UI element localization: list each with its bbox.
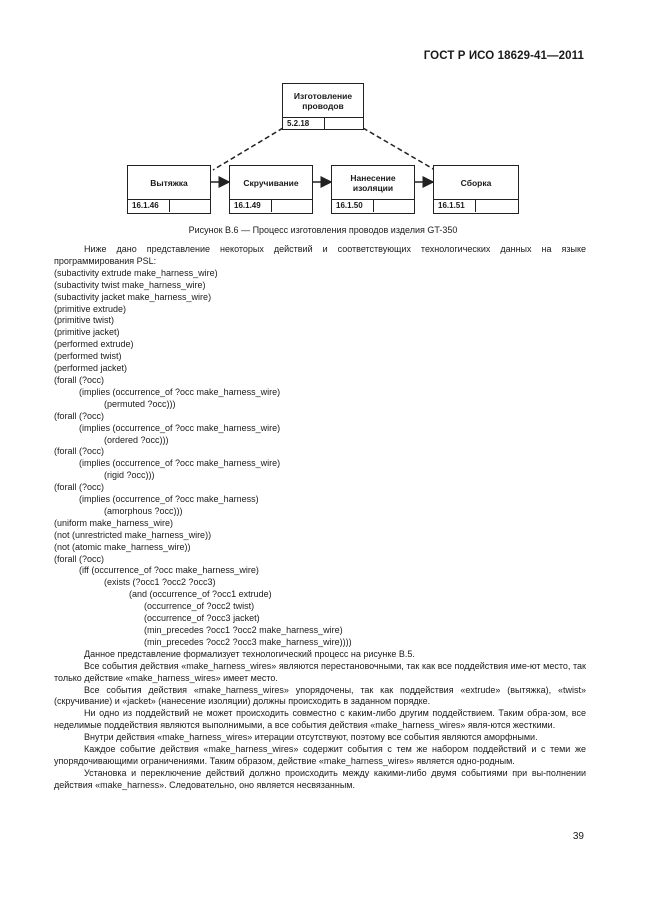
activity-box-nanesenie [331, 165, 415, 214]
figure-caption: Рисунок В.6 — Процесс изготовления проводов изделия GT-350 [188, 225, 458, 235]
code-line: (min_precedes ?occ2 ?occ3 make_harness_wire)))) [54, 636, 352, 647]
code-line: (primitive jacket) [54, 327, 120, 338]
activity-box-sborka [433, 165, 519, 214]
activity-box-skruchivanie [229, 165, 313, 214]
activity-label: Сборка [434, 166, 518, 200]
code-line: (rigid ?occ))) [54, 470, 155, 481]
code-line: (forall (?occ) [54, 446, 105, 457]
code-line: (forall (?occ) [54, 482, 105, 493]
code-line: (occurrence_of ?occ3 jacket) [54, 613, 260, 624]
connector-top-to-vytyazhka [213, 128, 283, 170]
body-text [54, 244, 586, 792]
code-line: (exists (?occ1 ?occ2 ?occ3) [54, 577, 216, 588]
code-line: (performed twist) [54, 351, 122, 362]
code-line: (implies (occurrence_of ?occ make_harness_wire) [54, 386, 281, 397]
paragraph: Все события действия «make_harness_wires» являются перестановочными, так как все поддействия име-ют место, так только действие «make_harness_wires» имеет место. [54, 660, 586, 683]
code-line: (min_precedes ?occ1 ?occ2 make_harness_wire) [54, 625, 343, 635]
code-line: (iff (occurrence_of ?occ make_harness_wire) [54, 565, 259, 576]
code-line: (permuted ?occ))) [54, 398, 176, 409]
activity-label: Скручивание [230, 166, 312, 200]
psl-code-block [54, 268, 586, 649]
connector-top-to-sborka [363, 128, 435, 170]
activity-code: 16.1.51 [434, 200, 476, 212]
activity-label: Изготовление проводов [283, 84, 363, 118]
code-line: (primitive extrude) [54, 303, 127, 314]
standard-header: ГОСТ Р ИСО 18629-41—2011 [423, 50, 584, 62]
code-line: (not (atomic make_harness_wire)) [54, 541, 191, 552]
code-line: (forall (?occ) [54, 410, 105, 421]
code-line: (performed jacket) [54, 363, 128, 374]
code-line: (forall (?occ) [54, 553, 105, 564]
code-line: (not (unrestricted make_harness_wire)) [54, 529, 212, 540]
code-line: (implies (occurrence_of ?occ make_harness_wire) [54, 422, 281, 433]
code-line: (subactivity twist make_harness_wire) [54, 279, 206, 290]
code-line: (forall (?occ) [54, 374, 105, 385]
activity-box-vytyazhka [127, 165, 211, 214]
paragraph: Каждое событие действия «make_harness_wires» содержит события с тем же набором поддействий и с теми же упорядочивающими ограничениями. Таким образом, действие «make_harness_wires» является одно-родным. [54, 744, 586, 766]
activity-code: 5.2.18 [283, 118, 325, 130]
code-line: (primitive twist) [54, 315, 114, 326]
code-line: (implies (occurrence_of ?occ make_harness_wire) [54, 458, 281, 469]
code-line: (uniform make_harness_wire) [54, 517, 174, 528]
intro-paragraph: Ниже дано представление некоторых действий и соответствующих технологических данных на языке программирования PSL: [54, 244, 586, 266]
activity-label: Вытяжка [128, 166, 210, 200]
activity-code: 16.1.46 [128, 200, 170, 212]
paragraph: Все события действия «make_harness_wires» упорядочены, так как поддействия «extrude» (вытяжка), «twist» (скручивание) и «jacket» (нанесение изоляции) должны происходить в заданном порядке. [54, 684, 586, 707]
explanation-paragraphs [54, 649, 586, 792]
paragraph: Установка и переключение действий должно происходить между какими-либо двумя событиями при вы-полнении действия «make_harness». Следовательно, оно является несвязанным. [54, 767, 586, 790]
code-line: (subactivity jacket make_harness_wire) [54, 291, 212, 302]
paragraph: Данное представление формализует технологический процесс на рисунке В.5. [84, 648, 415, 659]
activity-label: Нанесение изоляции [332, 166, 414, 200]
page-number: 39 [572, 831, 584, 842]
code-line: (implies (occurrence_of ?occ make_harness) [54, 494, 259, 505]
code-line: (occurrence_of ?occ2 twist) [54, 601, 255, 612]
code-line: (amorphous ?occ))) [54, 505, 183, 516]
code-line: (and (occurrence_of ?occ1 extrude) [54, 589, 272, 600]
code-line: (ordered ?occ))) [54, 434, 169, 445]
activity-box-top [282, 83, 364, 130]
activity-code: 16.1.49 [230, 200, 272, 212]
paragraph: Внутри действия «make_harness_wires» итерации отсутствуют, поэтому все события являются аморфными. [84, 732, 538, 743]
activity-code: 16.1.50 [332, 200, 374, 212]
code-line: (performed extrude) [54, 339, 134, 350]
paragraph: Ни одно из поддействий не может происходить совместно с каким-либо другим поддействием. Таким обра-зом, все неделимые поддействия являются выполнимыми, а все события действия «make_harness_wires» явля-ются жесткими. [54, 708, 586, 731]
code-line: (subactivity extrude make_harness_wire) [54, 267, 218, 278]
